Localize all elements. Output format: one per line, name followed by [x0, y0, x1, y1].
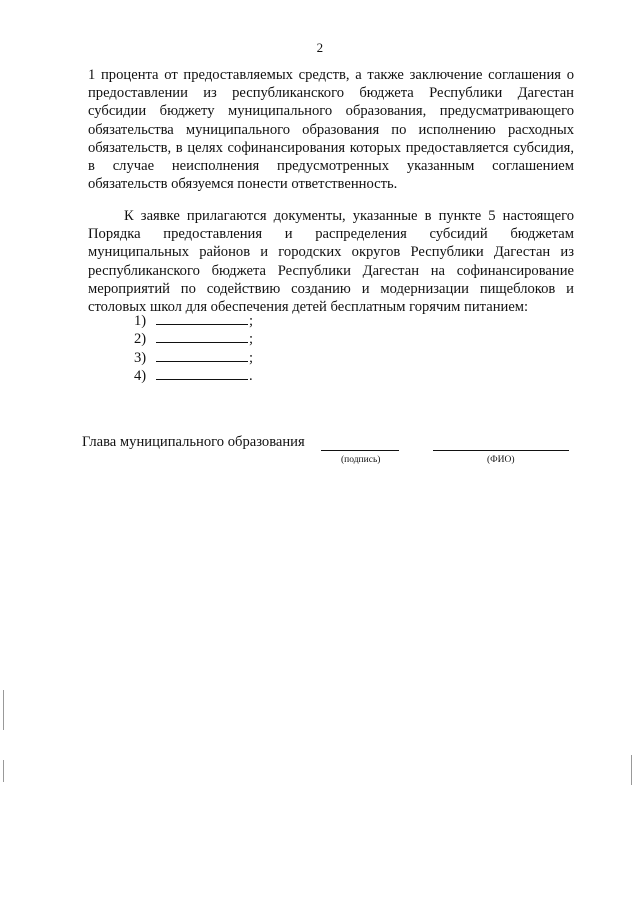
attachment-blank-line: [156, 329, 248, 343]
attachment-punctuation: .: [249, 367, 253, 384]
signature-caption: (подпись): [341, 455, 381, 465]
signature-label: Глава муниципального образования: [82, 434, 305, 450]
attachment-item: [134, 348, 253, 366]
attachment-item: [134, 329, 253, 347]
attachment-number: 2): [134, 331, 147, 348]
scan-mark: [3, 760, 4, 782]
attachment-item: [134, 366, 253, 384]
signature-line: [321, 450, 399, 451]
attachment-number: 4): [134, 367, 147, 384]
name-caption: (ФИО): [487, 455, 515, 465]
attachment-punctuation: ;: [249, 313, 254, 329]
attachment-punctuation: ;: [249, 349, 254, 366]
attachment-blank-line: [156, 311, 248, 325]
attachment-list: [134, 311, 253, 384]
page-number: 2: [316, 40, 324, 55]
name-line: [433, 450, 569, 451]
attachment-blank-line: [156, 366, 248, 380]
paragraph-attachments: К заявке прилагаются документы, указанные в пункте 5 настоящего Порядка предоставления и распределения субсидий бюджетам муниципальных районов и городских округов Республики Дагестан из республиканского бюджета Республики Дагестан на софинансирование мероприятий по содействию созданию и модернизации пищеблоков и столовых школ для обеспечения детей бесплатным горячим питанием:: [88, 208, 574, 316]
attachment-item: [134, 311, 253, 329]
attachment-punctuation: ;: [249, 331, 254, 348]
attachment-number: 1): [134, 313, 147, 329]
paragraph-obligations: 1 процента от предоставляемых средств, а также заключение соглашения о предоставлении из республиканского бюджета Республики Дагестан субсидии бюджету муниципального образования, предусматривающего обязательства муниципального образования по исполнению расходных обязательств, в целях софинансирования которых предоставляется субсидия, в случае неисполнения предусмотренных указанным соглашением обязательств обязуемся понести ответственность.: [88, 67, 574, 193]
attachment-blank-line: [156, 348, 248, 362]
scan-mark: [3, 690, 4, 730]
attachment-number: 3): [134, 349, 147, 366]
scan-mark: [631, 755, 632, 785]
